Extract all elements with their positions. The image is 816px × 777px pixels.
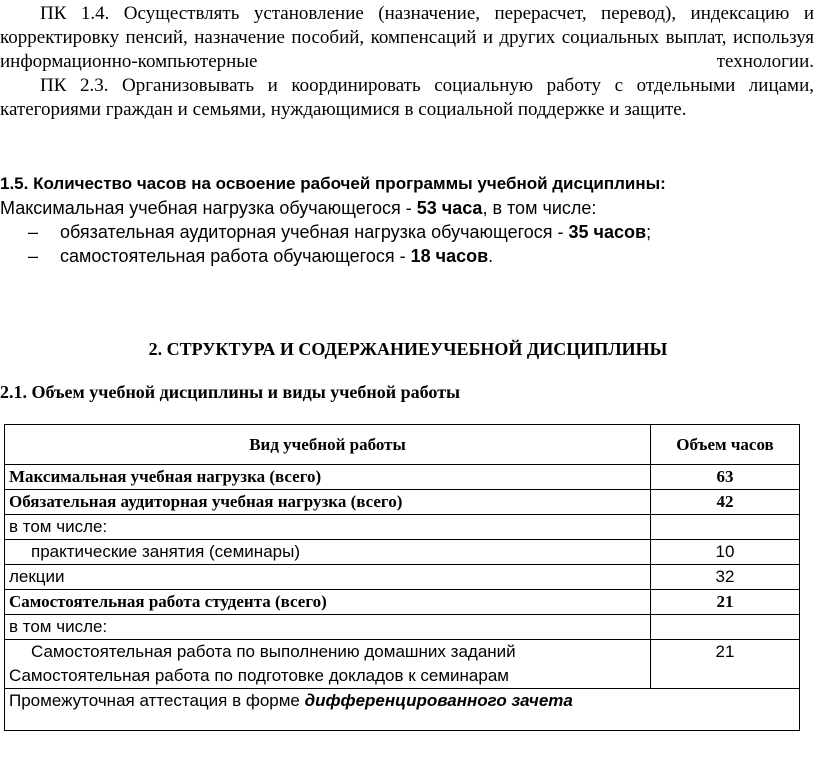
row-label: практические занятия (семинары)	[5, 540, 651, 565]
column-header-type: Вид учебной работы	[5, 425, 651, 465]
table-row	[5, 490, 800, 515]
max-load-value: 53 часа	[416, 198, 483, 218]
list-dash: –	[28, 222, 39, 242]
row-label-line: Самостоятельная работа по выполнению домашних заданий	[31, 642, 516, 661]
table-row	[5, 465, 800, 490]
table-row	[5, 590, 800, 615]
row-label: Обязательная аудиторная учебная нагрузка (всего)	[5, 490, 651, 515]
row-value: 10	[651, 540, 800, 565]
table-row	[5, 565, 800, 590]
section-2-title: 2. СТРУКТУРА И СОДЕРЖАНИЕУЧЕБНОЙ ДИСЦИПЛИНЫ	[148, 339, 668, 359]
assessment-form: Промежуточная аттестация в форме дифференцированного зачета	[5, 689, 800, 731]
competency-text: ПК 1.4. Осуществлять установление (назначение, перерасчет, перевод), индексацию и корректировку пенсий, назначение пособий, компенсаций и других социальных выплат, используя информационно-компьютерные технологии.	[0, 3, 814, 72]
row-value	[651, 515, 800, 540]
list-dash: –	[28, 246, 39, 266]
table-row	[5, 540, 800, 565]
table-row	[5, 515, 800, 540]
competency-text: ПК 2.3. Организовывать и координировать социальную работу с отдельными лицами, категориями граждан и семьями, нуждающимися в социальной поддержке и защите.	[0, 75, 814, 120]
section-2-1-subtitle: 2.1. Объем учебной дисциплины и виды учебной работы	[0, 382, 461, 402]
table-footer-row	[5, 689, 800, 731]
row-value: 42	[651, 490, 800, 515]
list-item-self-study: самостоятельная работа обучающегося - 18 часов.	[60, 246, 494, 266]
row-label: лекции	[5, 565, 651, 590]
row-label-line: Самостоятельная работа по подготовке докладов к семинарам	[9, 666, 509, 685]
workload-table	[4, 424, 800, 731]
max-load-line: Максимальная учебная нагрузка обучающегося - 53 часа, в том числе:	[0, 198, 597, 218]
row-value: 21	[651, 590, 800, 615]
row-label	[5, 640, 651, 689]
row-value	[651, 615, 800, 640]
table-row	[5, 640, 800, 689]
row-label: Самостоятельная работа студента (всего)	[5, 590, 651, 615]
row-label: в том числе:	[5, 515, 651, 540]
row-label: в том числе:	[5, 615, 651, 640]
list-item-auditory: обязательная аудиторная учебная нагрузка обучающегося - 35 часов;	[60, 222, 652, 242]
table-row	[5, 615, 800, 640]
auditory-hours-value: 35 часов	[568, 222, 647, 242]
table-header-row	[5, 425, 800, 465]
column-header-hours: Объем часов	[651, 425, 800, 465]
section-1-5-heading: 1.5. Количество часов на освоение рабочей программы учебной дисциплины:	[0, 174, 666, 193]
row-label: Максимальная учебная нагрузка (всего)	[5, 465, 651, 490]
competency-pk-2-3	[0, 74, 814, 122]
row-value: 32	[651, 565, 800, 590]
self-study-hours-value: 18 часов	[410, 246, 489, 266]
competency-pk-1-4	[0, 2, 814, 74]
row-value: 63	[651, 465, 800, 490]
assessment-type: дифференцированного зачета	[304, 691, 573, 710]
row-value: 21	[651, 640, 800, 689]
